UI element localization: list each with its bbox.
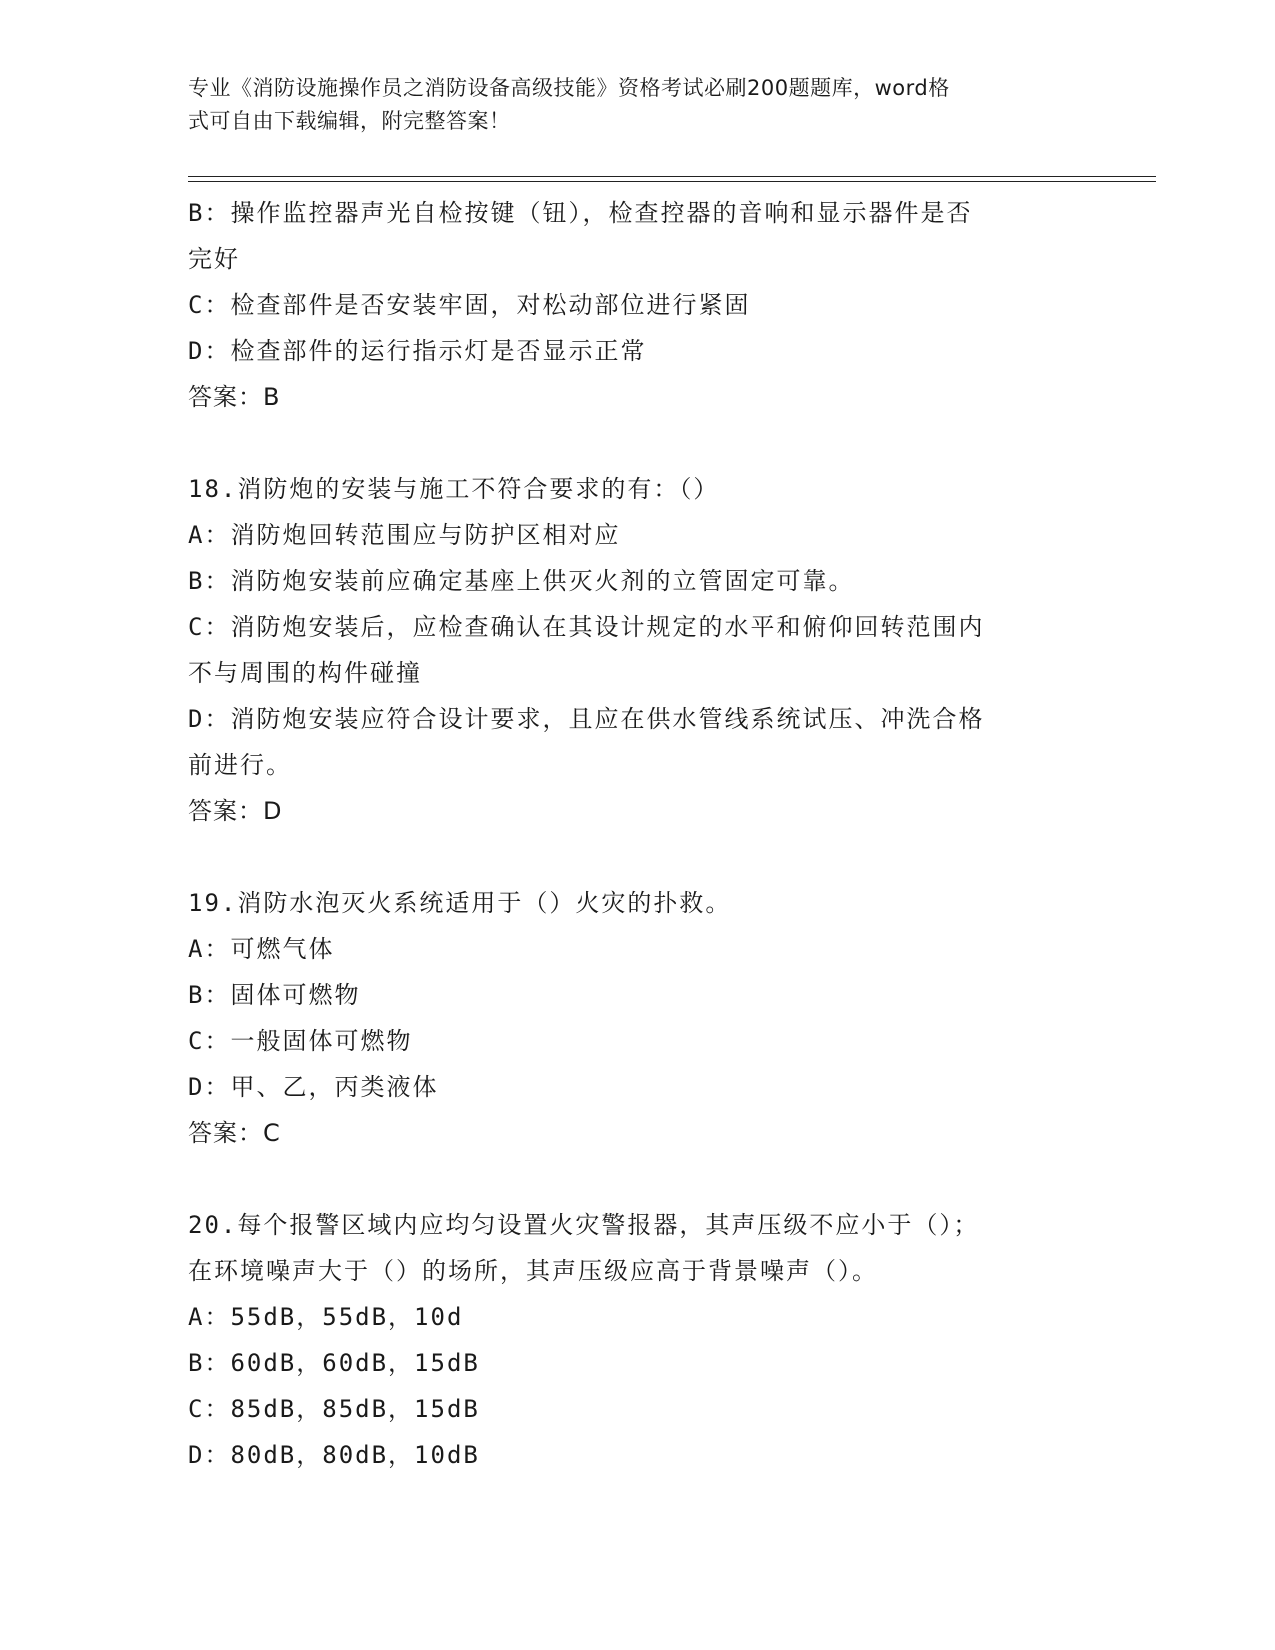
header-divider-top: [188, 176, 1156, 177]
document-header: [188, 72, 1078, 138]
q18-option-a: A：消防炮回转范围应与防护区相对应: [188, 521, 621, 549]
q17-answer: 答案：B: [188, 383, 281, 411]
header-title-line-1: 专业《消防设施操作员之消防设备高级技能》资格考试必刷200题题库，word格: [188, 76, 950, 100]
q18-option-c-line-2: 不与周围的构件碰撞: [188, 659, 422, 687]
q19-option-c: C：一般固体可燃物: [188, 1027, 413, 1055]
q20-option-b: B：60dB，60dB，15dB: [188, 1349, 480, 1377]
q20-option-a: A：55dB，55dB，10d: [188, 1303, 464, 1331]
q20-option-d: D：80dB，80dB，10dB: [188, 1441, 480, 1469]
q18-question: 18.消防炮的安装与施工不符合要求的有：（）: [188, 475, 720, 503]
q18-answer: 答案：D: [188, 797, 283, 825]
q19-option-d: D：甲、乙，丙类液体: [188, 1073, 439, 1101]
spacer: [188, 834, 1088, 880]
q19-answer: 答案：C: [188, 1119, 281, 1147]
q17-option-c: C：检查部件是否安装牢固，对松动部位进行紧固: [188, 291, 751, 319]
question-17: [188, 190, 1088, 420]
q19-option-b: B：固体可燃物: [188, 981, 361, 1009]
q18-option-d-line-1: D：消防炮安装应符合设计要求，且应在供水管线系统试压、冲洗合格: [188, 705, 985, 733]
q17-option-b-line-1: B：操作监控器声光自检按键（钮），检查控器的音响和显示器件是否: [188, 199, 973, 227]
question-18: [188, 466, 1088, 834]
q20-option-c: C：85dB，85dB，15dB: [188, 1395, 480, 1423]
question-list: [188, 190, 1088, 1478]
spacer: [188, 420, 1088, 466]
q20-question-line-1: 20.每个报警区域内应均匀设置火灾警报器，其声压级不应小于（）；: [188, 1211, 980, 1239]
q17-option-b-line-2: 完好: [188, 245, 240, 273]
q17-option-d: D：检查部件的运行指示灯是否显示正常: [188, 337, 647, 365]
q20-question-line-2: 在环境噪声大于（）的场所，其声压级应高于背景噪声（）。: [188, 1257, 878, 1285]
header-divider-bottom: [188, 181, 1156, 182]
question-20: [188, 1202, 1088, 1478]
spacer: [188, 1156, 1088, 1202]
question-19: [188, 880, 1088, 1156]
header-title-line-2: 式可自由下载编辑，附完整答案！: [188, 109, 511, 133]
q18-option-c-line-1: C：消防炮安装后，应检查确认在其设计规定的水平和俯仰回转范围内: [188, 613, 985, 641]
q18-option-b: B：消防炮安装前应确定基座上供灭火剂的立管固定可靠。: [188, 567, 855, 595]
q19-question: 19.消防水泡灭火系统适用于（）火灾的扑救。: [188, 889, 732, 917]
q18-option-d-line-2: 前进行。: [188, 751, 292, 779]
q19-option-a: A：可燃气体: [188, 935, 335, 963]
